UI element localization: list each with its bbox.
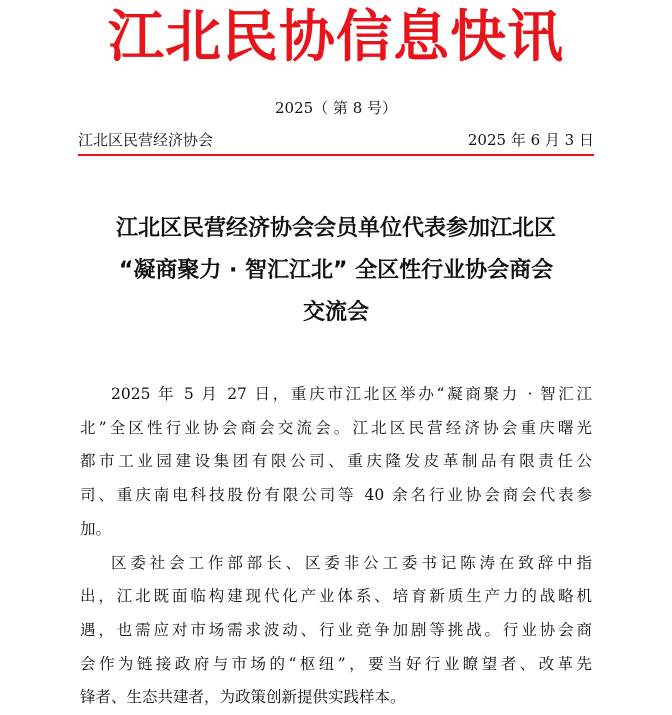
paragraph-line: 都市工业园建设集团有限公司、重庆隆发皮革制品有限责任公 — [80, 452, 592, 471]
headline-line: 交流会 — [302, 300, 369, 325]
paragraph-line: 区委社会工作部部长、区委非公工委书记陈涛在致辞中指 — [111, 553, 592, 572]
paragraph-line: 2025 年 5 月 27 日，重庆市江北区举办“凝商聚力 · 智汇江 — [111, 385, 592, 403]
headline-line: “凝商聚力 · 智汇江北” 全区性行业协会商会 — [118, 258, 554, 283]
issue-number: 2025（ 第 8 号） — [274, 99, 398, 117]
paragraph-line: 锋者、生态共建者，为政策创新提供实践样本。 — [80, 688, 406, 707]
paragraph-line: 司、重庆南电科技股份有限公司等 40 余名行业协会商会代表参 — [80, 486, 592, 505]
masthead-title: 江北民协信息快讯 — [108, 4, 564, 70]
publisher-name: 江北区民营经济协会 — [78, 131, 214, 149]
paragraph-line: 加。 — [80, 519, 112, 538]
article-headline — [60, 208, 612, 334]
paragraph-line: 会作为链接政府与市场的“枢纽”，要当好行业瞭望者、改革先 — [80, 654, 592, 673]
publish-date: 2025 年 6 月 3 日 — [467, 131, 594, 149]
paragraph — [80, 378, 592, 547]
header-divider — [78, 154, 594, 156]
paragraph — [80, 547, 592, 715]
paragraph-line: 出，江北既面临构建现代化产业体系、培育新质生产力的战略机 — [80, 587, 592, 606]
paragraph-line: 遇，也需应对市场需求波动、行业竞争加剧等挑战。行业协会商 — [80, 620, 592, 639]
headline-line: 江北区民营经济协会会员单位代表参加江北区 — [115, 216, 556, 241]
meta-row — [78, 129, 594, 151]
article-body — [80, 378, 592, 715]
paragraph-line: 北”全区性行业协会商会交流会。江北区民营经济协会重庆曙光 — [80, 418, 592, 437]
